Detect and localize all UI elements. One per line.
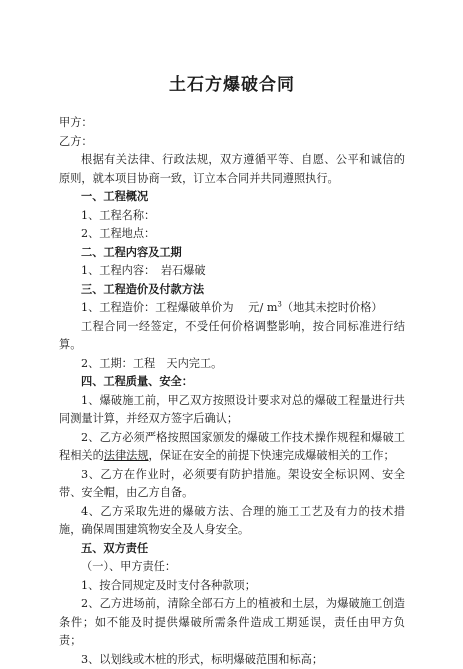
project-location-line: 2、工程地点：	[59, 225, 405, 244]
section-3-heading: 三、工程造价及付款方法	[59, 281, 405, 300]
quality-item-4: 4、乙方采取先进的爆破方法、合理的施工工艺及有力的技术措施，确保周围建筑物安全及人身安全。	[59, 503, 405, 540]
project-content-line: 1、工程内容： 岩石爆破	[59, 262, 405, 281]
unit-price-suffix: （地其未挖时价格）	[282, 301, 383, 314]
section-2-heading: 二、工程内容及工期	[59, 244, 405, 263]
quality-item-2	[59, 429, 405, 466]
duty-item-1: 1、按合同规定及时支付各种款项；	[59, 577, 405, 596]
duty-item-2: 2、乙方进场前，清除全部石方上的植被和土层，为爆破施工创造条件；如不能及时提供爆破所需条件造成工期延误，责任由甲方负责；	[59, 595, 405, 651]
party-b-line: 乙方：	[59, 133, 405, 152]
document-title: 土石方爆破合同	[59, 74, 405, 96]
cubic-superscript: 3	[277, 300, 281, 308]
quality-item-1: 1、爆破施工前，甲乙双方按照设计要求对总的爆破工程量进行共同测量计算，并经双方签字后确认；	[59, 392, 405, 429]
project-name-line: 1、工程名称：	[59, 207, 405, 226]
unit-price-line	[59, 299, 405, 318]
duty-item-3: 3、以划线或木桩的形式，标明爆破范围和标高；	[59, 651, 405, 669]
quality-item-3: 3、乙方在作业时，必须要有防护措施。架设安全标识网、安全带、安全帽，由乙方自备。	[59, 466, 405, 503]
unit-price-prefix: 1、工程造价：工程爆破单价为 元/ m	[81, 301, 277, 314]
section-5-heading: 五、双方责任	[59, 540, 405, 559]
intro-paragraph: 根据有关法律、行政法规，双方遵循平等、自愿、公平和诚信的原则，就本项目协商一致，订立本合同并共同遵照执行。	[59, 151, 405, 188]
laws-regulations-link[interactable]: 法律法规	[104, 449, 149, 462]
party-a-line: 甲方：	[59, 114, 405, 133]
price-note-paragraph: 工程合同一经签定，不受任何价格调整影响，按合同标准进行结算。	[59, 318, 405, 355]
party-a-duties-heading: （一）、甲方责任：	[59, 558, 405, 577]
work-period-line: 2、工期：工程 天内完工。	[59, 355, 405, 374]
quality-item-2-before: 2、乙方必须严格按照国家颁发的爆破工作技术操作规程和爆破工程相关的	[59, 431, 405, 463]
section-1-heading: 一、工程概况	[59, 188, 405, 207]
section-4-heading: 四、工程质量、安全：	[59, 373, 405, 392]
quality-item-2-after: ，保证在安全的前提下快速完成爆破相关的工作；	[149, 449, 395, 462]
